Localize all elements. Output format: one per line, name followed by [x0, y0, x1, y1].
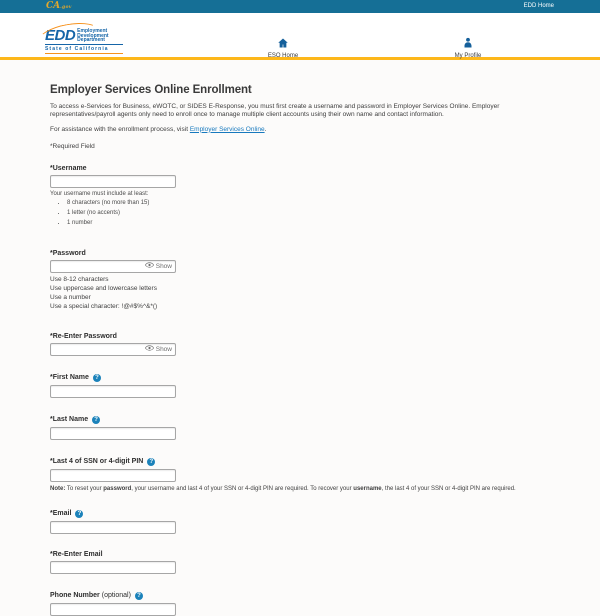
note-text: , your username and last 4 of your SSN or 4-digit PIN are required. To recover your	[131, 485, 354, 492]
edd-logo-line-1: Employment	[77, 28, 108, 34]
person-icon	[462, 37, 474, 51]
ssn-pin-note	[50, 486, 550, 492]
password-show-label: Show	[155, 262, 172, 270]
last-name-input[interactable]	[50, 427, 176, 440]
help-icon[interactable]: ?	[75, 510, 83, 518]
password-input[interactable]	[51, 261, 142, 272]
ca-gov-logo-text: CA	[46, 1, 61, 11]
username-hint-title: Your username must include at least:	[50, 190, 149, 197]
password-rule: Use a number	[50, 293, 91, 301]
reenter-password-label: *Re-Enter Password	[50, 332, 117, 340]
edd-logo-line-2: Development	[77, 32, 109, 39]
username-rule-item: • 1 number	[67, 220, 550, 226]
password-group	[50, 250, 550, 311]
reenter-password-show-label: Show	[155, 345, 172, 353]
reenter-email-group	[50, 551, 550, 574]
password-rule: Use uppercase and lowercase letters	[50, 284, 157, 292]
eye-icon	[145, 262, 154, 270]
nav-my-profile-label: My Profile	[454, 53, 482, 59]
last-name-label: *Last Name	[50, 416, 89, 423]
help-icon[interactable]: ?	[147, 458, 155, 466]
page-title: Employer Services Online Enrollment	[50, 83, 252, 96]
ca-gov-logo[interactable]	[46, 0, 72, 14]
intro-paragraph: To access e-Services for Business, eWOTC, or SIDES E-Response, you must first create a username and password in Employer Services Online. Employer representatives/payroll agents only need to enroll once to manage multiple client accounts using their own name and contact information.	[50, 102, 500, 118]
note-text: To reset your	[65, 485, 104, 492]
email-input[interactable]	[50, 521, 176, 534]
username-rule-item: • 1 letter (no accents)	[67, 210, 550, 216]
help-icon[interactable]: ?	[135, 592, 143, 600]
top-bar	[0, 0, 600, 13]
first-name-group	[50, 374, 550, 398]
password-field-wrapper	[50, 260, 176, 273]
eye-icon	[145, 345, 154, 353]
username-rules-list	[50, 200, 550, 226]
ssn-pin-group	[50, 458, 550, 492]
username-group	[50, 165, 550, 226]
reenter-email-label: *Re-Enter Email	[50, 550, 103, 558]
edd-logo-department-lines	[77, 29, 108, 43]
main-content	[0, 60, 600, 616]
password-rule: Use 8-12 characters	[50, 275, 109, 283]
site-header	[0, 13, 600, 57]
password-rules	[50, 275, 550, 311]
first-name-input[interactable]	[50, 385, 176, 398]
phone-label-optional: (optional)	[99, 592, 131, 599]
username-input[interactable]	[50, 175, 176, 188]
note-bold: username	[353, 485, 382, 492]
note-bold: password	[103, 485, 132, 492]
reenter-email-input[interactable]	[50, 561, 176, 574]
edd-home-link[interactable]: EDD Home	[523, 3, 554, 9]
note-text: , the last 4 of your SSN or 4-digit PIN are required.	[381, 485, 516, 492]
assistance-line	[50, 126, 550, 133]
note-bold: Note:	[50, 485, 66, 492]
required-field-note: *Required Field	[50, 142, 95, 150]
username-label: *Username	[50, 164, 87, 172]
phone-input[interactable]	[50, 603, 176, 616]
nav-my-profile[interactable]	[440, 37, 496, 59]
help-icon[interactable]: ?	[93, 374, 101, 382]
edd-logo-acronym: EDD	[45, 27, 76, 44]
assistance-prefix: For assistance with the enrollment process, visit	[50, 125, 190, 133]
ssn-pin-input[interactable]	[50, 469, 176, 482]
employer-services-online-link[interactable]: Employer Services Online	[189, 125, 265, 133]
password-rule: Use a special character: !@#$%^&*()	[50, 302, 158, 310]
email-group	[50, 510, 550, 534]
password-label: *Password	[50, 249, 86, 257]
ca-gov-logo-suffix: .gov	[60, 5, 72, 10]
phone-label-text: Phone Number	[50, 592, 100, 599]
assistance-suffix: .	[264, 125, 267, 133]
reenter-password-field-wrapper	[50, 343, 176, 356]
edd-logo-line-3: Department	[77, 37, 105, 43]
reenter-password-group	[50, 333, 550, 356]
ssn-pin-label: *Last 4 of SSN or 4-digit PIN	[50, 458, 144, 465]
last-name-group	[50, 416, 550, 440]
reenter-password-show-button[interactable]	[142, 345, 175, 353]
phone-label	[50, 592, 131, 599]
email-label: *Email	[50, 510, 72, 517]
nav-eso-home[interactable]	[255, 37, 311, 59]
nav-eso-home-label: ESO Home	[267, 53, 299, 59]
edd-logo	[45, 29, 123, 54]
edd-logo-state-text: State of California	[45, 45, 109, 52]
phone-group	[50, 592, 550, 616]
first-name-label: *First Name	[50, 374, 89, 381]
reenter-password-input[interactable]	[51, 344, 142, 355]
username-rule-item: • 8 characters (no more than 15)	[67, 200, 550, 206]
help-icon[interactable]: ?	[92, 416, 100, 424]
home-icon	[277, 37, 289, 51]
password-show-button[interactable]	[142, 262, 175, 270]
